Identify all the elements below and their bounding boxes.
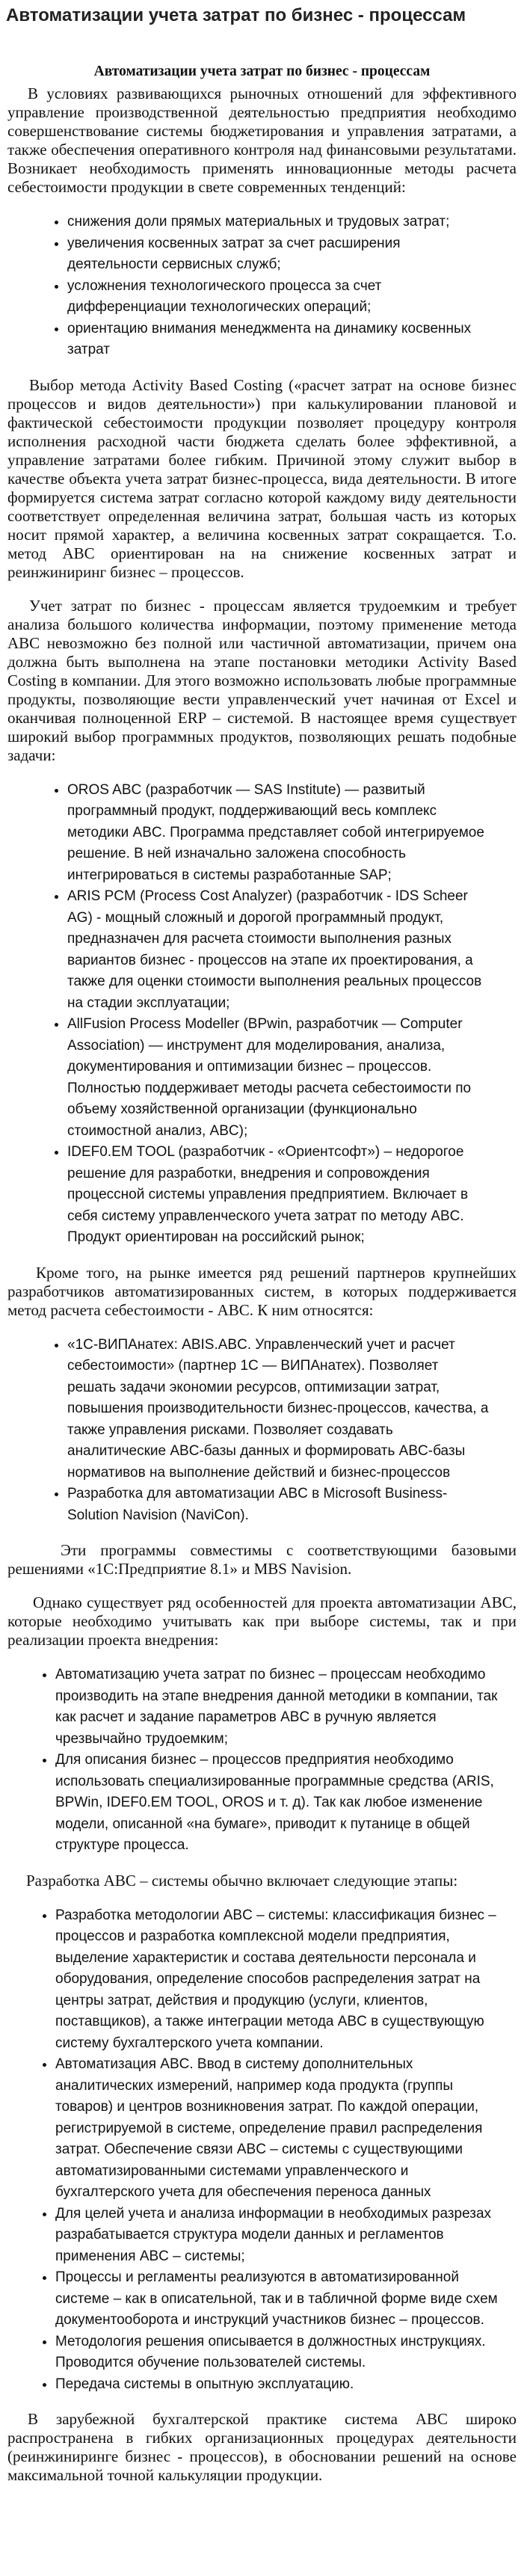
software-item: • IDEF0.EM TOOL (разработчик - «Ориентсофт») – недорогое решение для разработки, внедрения и сопровождения процессной системы управления предприятием. Включает в себя систему управленческого учета затрат по методу ABC. Продукт ориентирован на российский рынок; [67, 1142, 490, 1249]
stage-item: • Методология решения описывается в должностных инструкциях. Проводится обучение пользователей системы. [55, 2331, 502, 2374]
trend-item: • увеличения косвенных затрат за счет расширения деятельности сервисных служб; [67, 233, 490, 276]
stages-list [7, 1905, 517, 2396]
article-subtitle: Автоматизации учета затрат по бизнес - процессам [93, 64, 431, 79]
software-item: • AllFusion Process Modeller (BPwin, разработчик — Computer Association) — инструмент для моделирования, анализа, документирования и оптимизации бизнес – процессов. Полностью поддерживает методы расчета себестоимости по объему хозяйственной организации (функционально стоимостной анализ, ABC); [67, 1014, 490, 1142]
trend-item: • усложнения технологического процесса за счет дифференциации технологических операций; [67, 276, 490, 319]
abc-method-paragraph: Выбор метода Activity Based Costing («расчет затрат на основе бизнес процессов и видов деятельности») при калькулировании плановой и фактической себестоимости продукции позволяет процедуру контроля исполнения расходной части бюджета сделать более эффективной, а управление затратами более гибким. Причиной этому служит выбор в качестве объекта учета затрат бизнес-процесса, вида деятельности. В итоге формируется система затрат согласно которой каждому виду деятельности соответствует определенная величина затрат, большая часть из которых носит прямой характер, а величина косвенных затрат сокращается. Т.о. метод ABC ориентирован на на снижение косвенных затрат и реинжиниринг бизнес – процессов. [7, 375, 517, 581]
trend-item: • снижения доли прямых материальных и трудовых затрат; [67, 212, 490, 233]
project-features-paragraph: Однако существует ряд особенностей для проекта автоматизации ABC, которые необходимо учитывать как при выборе системы, так и при реализации проекта внедрения: [7, 1593, 517, 1649]
project-features-list [7, 1664, 517, 1857]
software-list [7, 780, 517, 1249]
software-item: • ARIS PCM (Process Cost Analyzer) (разработчик - IDS Scheer AG) - мощный сложный и дорогой программный продукт, предназначен для расчета стоимости выполнения разных вариантов бизнес - процессов на этапе их проектирования, а также для оценки стоимости выполнения реальных процессов на стадии эксплуатации; [67, 886, 490, 1014]
compatibility-paragraph: Эти программы совместимы с соответствующими базовыми решениями «1С:Предприятие 8.1» и MBS Navision. [7, 1541, 517, 1578]
stage-item: • Передача системы в опытную эксплуатацию. [55, 2374, 502, 2396]
stage-item: • Для целей учета и анализа информации в необходимых разрезах разрабатывается структура модели данных и регламентов применения ABC – системы; [55, 2204, 502, 2268]
partner-solution-item: • «1С-ВИПАнатех: ABIS.ABC. Управленческий учет и расчет себестоимости» (партнер 1С — ВИПАнатех). Позволяет решать задачи экономии ресурсов, оптимизации затрат, повышения производительности бизнес-процессов, качества, а также управления рисками. Позволяет создавать аналитические ABC-базы данных и формировать ABC-базы нормативов на выполнение действий и бизнес-процессов [67, 1335, 490, 1484]
stage-item: • Процессы и регламенты реализуются в автоматизированной системе – как в описательной, так и в табличной форме виде схем документооборота и инструкций участников бизнес – процессов. [55, 2267, 502, 2331]
project-feature-item: • Автоматизацию учета затрат по бизнес – процессам необходимо производить на этапе внедрения данной методики в компании, так как расчет и задание параметров ABC в ручную является чрезвычайно трудоемким; [55, 1664, 502, 1750]
article-title: Автоматизации учета затрат по бизнес - процессам [6, 5, 466, 25]
project-feature-item: • Для описания бизнес – процессов предприятия необходимо использовать специализированные программные средства (ARIS, BPWin, IDEF0.EM TOOL, OROS и т. д). Так как любое изменение модели, описанной «на бумаге», приводит к путанице в общей структуре процесса. [55, 1750, 502, 1857]
stage-item: • Автоматизация ABC. Ввод в систему дополнительных аналитических измерений, например кода продукта (группы товаров) и центров возникновения затрат. По каждой операции, регистрируемой в системе, определение правил распределения затрат. Обеспечение связи ABC – системы с существующими автоматизированными системами управленческого и бухгалтерского учета для обеспечения переноса данных [55, 2054, 502, 2204]
intro-paragraph: В условиях развивающихся рыночных отношений для эффективного управление производственной деятельностью предприятия необходимо совершенствование системы бюджетирования и управления затратами, а также обеспечения оперативного контроля над финансовыми результатами. Возникает необходимость применять инновационные методы расчета себестоимости продукции в свете современных тенденций: [7, 84, 517, 196]
partner-solutions-list [7, 1335, 517, 1527]
stages-intro-paragraph: Разработка ABC – системы обычно включает следующие этапы: [26, 1871, 458, 1890]
trend-item: • ориентацию внимания менеджмента на динамику косвенных затрат [67, 319, 490, 361]
stage-item: • Разработка методологии ABC – системы: классификация бизнес – процессов и разработка комплексной модели предприятия, выделение характеристик и состава деятельности персонала и оборудования, определение способов распределения затрат на центры затрат, действия и продукцию (услуги, клиентов, поставщиков), а также интеграции метода ABC в существующую систему бухгалтерского учета компании. [55, 1905, 502, 2055]
trends-list [7, 212, 517, 361]
automation-paragraph: Учет затрат по бизнес - процессам является трудоемким и требует анализа большого количества информации, поэтому применение метода ABC невозможно без полной или частичной автоматизации, причем она должна быть выполнена на этапе постановки методики Activity Based Costing в компании. Для этого возможно использовать любые программные продукты, позволяющие вести управленческий учет начиная от Excel и оканчивая полноценной ERP – системой. В настоящее время существует широкий выбор программных продуктов, позволяющих решать подобные задачи: [7, 596, 517, 764]
partner-solution-item: • Разработка для автоматизации ABC в Microsoft Business-Solution Navision (NaviCon). [67, 1484, 490, 1526]
conclusion-paragraph: В зарубежной бухгалтерской практике система ABC широко распространена в гибких организационных процедурах деятельности (реинжиниринге бизнес - процессов), в обосновании решений на основе максимальной точной калькуляции продукции. [7, 2410, 517, 2484]
software-item: • OROS ABC (разработчик — SAS Institute) — развитый программный продукт, поддерживающий весь комплекс методики ABC. Программа представляет собой интегрируемое решение. В ней изначально заложена способность интегрироваться в системы разработанные SAP; [67, 780, 490, 887]
partners-paragraph: Кроме того, на рынке имеется ряд решений партнеров крупнейших разработчиков автоматизированных систем, в которых поддерживается метод расчета себестоимости - ABC. К ним относятся: [7, 1263, 517, 1319]
